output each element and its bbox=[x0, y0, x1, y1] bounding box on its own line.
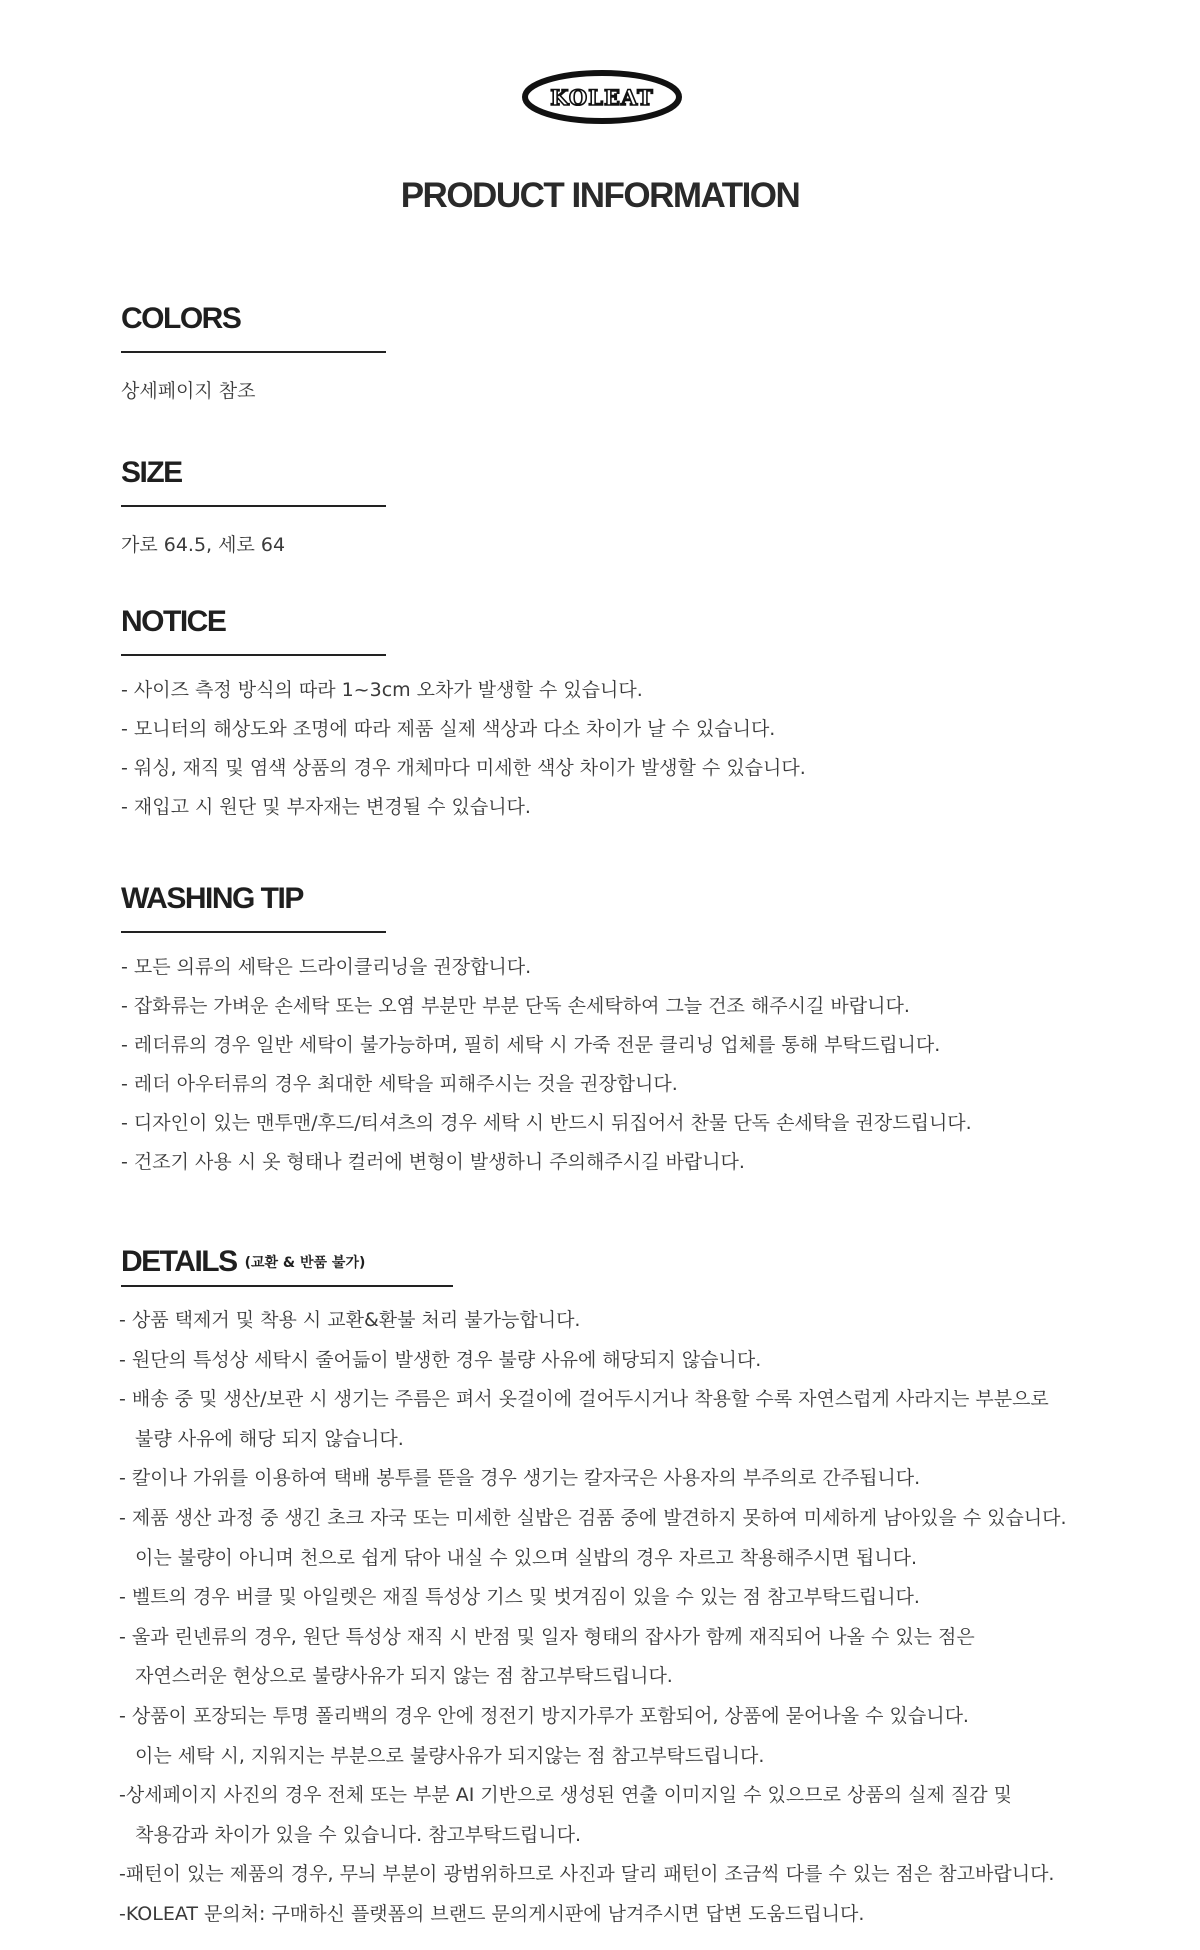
brand-logo-mark bbox=[522, 70, 682, 124]
section-title-colors: COLORS bbox=[121, 302, 241, 335]
brand-logo bbox=[522, 70, 682, 124]
details-subtitle: (교환 & 반품 불가) bbox=[244, 1255, 366, 1271]
washing-item: - 모든 의류의 세탁은 드라이클리닝을 권장합니다. bbox=[121, 956, 532, 978]
section-body-size bbox=[121, 526, 285, 565]
brand-logo-text: KOLEAT bbox=[550, 85, 654, 110]
details-item: - 울과 린넨류의 경우, 원단 특성상 재직 시 반점 및 일자 형태의 잡사가 함께 재직되어 나올 수 있는 점은 bbox=[119, 1625, 975, 1648]
section-body-washing-tip bbox=[121, 948, 972, 1182]
section-title-washing-tip: WASHING TIP bbox=[121, 882, 303, 915]
section-divider bbox=[121, 351, 386, 353]
details-item: -상세페이지 사진의 경우 전체 또는 부분 AI 기반으로 생성된 연출 이미지일 수 있으므로 상품의 실제 질감 및 bbox=[119, 1784, 1012, 1807]
notice-item: - 모니터의 해상도와 조명에 따라 제품 실제 색상과 다소 차이가 날 수 있습니다. bbox=[121, 718, 776, 740]
section-title-details bbox=[121, 1245, 365, 1279]
details-title: DETAILS bbox=[121, 1245, 237, 1278]
washing-item: - 레더 아우터류의 경우 최대한 세탁을 피해주시는 것을 권장합니다. bbox=[121, 1073, 678, 1095]
washing-item: - 건조기 사용 시 옷 형태나 컬러에 변형이 발생하니 주의해주시길 바랍니다. bbox=[121, 1151, 745, 1173]
section-body-details bbox=[119, 1301, 1067, 1935]
section-body-colors bbox=[121, 372, 256, 411]
details-item: - 칼이나 가위를 이용하여 택배 봉투를 뜯을 경우 생기는 칼자국은 사용자의 부주의로 간주됩니다. bbox=[119, 1467, 921, 1490]
section-divider bbox=[121, 931, 386, 933]
notice-item: - 사이즈 측정 방식의 따라 1~3cm 오차가 발생할 수 있습니다. bbox=[121, 679, 643, 701]
notice-item: - 재입고 시 원단 및 부자재는 변경될 수 있습니다. bbox=[121, 796, 531, 818]
details-item: -패턴이 있는 제품의 경우, 무늬 부분이 광범위하므로 사진과 달리 패턴이 조금씩 다를 수 있는 점은 참고바랍니다. bbox=[119, 1863, 1055, 1886]
details-item: - 원단의 특성상 세탁시 줄어듦이 발생한 경우 불량 사유에 해당되지 않습니다. bbox=[119, 1348, 762, 1371]
details-item-continued: 이는 세탁 시, 지워지는 부분으로 불량사유가 되지않는 점 참고부탁드립니다. bbox=[135, 1744, 765, 1767]
details-item-continued: 착용감과 차이가 있을 수 있습니다. 참고부탁드립니다. bbox=[135, 1823, 582, 1846]
details-item: - 벨트의 경우 버클 및 아일렛은 재질 특성상 기스 및 벗겨짐이 있을 수 있는 점 참고부탁드립니다. bbox=[119, 1586, 920, 1609]
page-title: PRODUCT INFORMATION bbox=[400, 176, 800, 215]
section-divider bbox=[121, 1285, 453, 1287]
section-title-size: SIZE bbox=[121, 456, 182, 489]
body-line: 가로 64.5, 세로 64 bbox=[121, 534, 286, 556]
section-divider bbox=[121, 505, 386, 507]
details-item: - 상품 택제거 및 착용 시 교환&환불 처리 불가능합니다. bbox=[119, 1309, 581, 1331]
washing-item: - 레더류의 경우 일반 세탁이 불가능하며, 필히 세탁 시 가죽 전문 클리닝 업체를 통해 부탁드립니다. bbox=[121, 1034, 941, 1056]
details-item-continued: 불량 사유에 해당 되지 않습니다. bbox=[135, 1427, 404, 1450]
section-title-notice: NOTICE bbox=[121, 605, 226, 638]
details-item: -KOLEAT 문의처: 구매하신 플랫폼의 브랜드 문의게시판에 남겨주시면 답변 도움드립니다. bbox=[119, 1902, 865, 1925]
details-item-continued: 이는 불량이 아니며 천으로 쉽게 닦아 내실 수 있으며 실밥의 경우 자르고 착용해주시면 됩니다. bbox=[135, 1546, 918, 1569]
details-item: - 제품 생산 과정 중 생긴 초크 자국 또는 미세한 실밥은 검품 중에 발견하지 못하여 미세하게 남아있을 수 있습니다. bbox=[119, 1506, 1067, 1529]
section-body-notice bbox=[121, 671, 806, 827]
washing-item: - 디자인이 있는 맨투맨/후드/티셔츠의 경우 세탁 시 반드시 뒤집어서 찬물 단독 손세탁을 권장드립니다. bbox=[121, 1112, 972, 1134]
notice-item: - 워싱, 재직 및 염색 상품의 경우 개체마다 미세한 색상 차이가 발생할 수 있습니다. bbox=[121, 757, 806, 779]
section-divider bbox=[121, 654, 386, 656]
body-line: 상세페이지 참조 bbox=[121, 380, 256, 402]
details-item: - 배송 중 및 생산/보관 시 생기는 주름은 펴서 옷걸이에 걸어두시거나 착용할 수록 자연스럽게 사라지는 부분으로 bbox=[119, 1388, 1049, 1411]
details-item-continued: 자연스러운 현상으로 불량사유가 되지 않는 점 참고부탁드립니다. bbox=[135, 1665, 673, 1688]
details-item: - 상품이 포장되는 투명 폴리백의 경우 안에 정전기 방지가루가 포함되어, 상품에 묻어나올 수 있습니다. bbox=[119, 1704, 969, 1727]
washing-item: - 잡화류는 가벼운 손세탁 또는 오염 부분만 부분 단독 손세탁하여 그늘 건조 해주시길 바랍니다. bbox=[121, 995, 910, 1017]
